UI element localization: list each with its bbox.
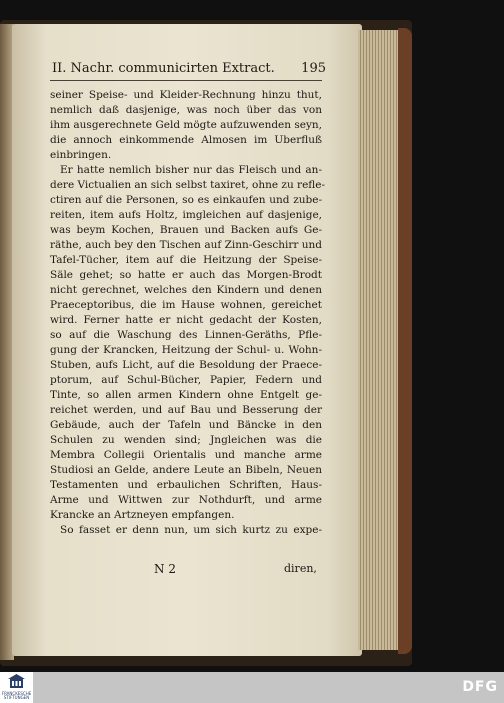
text-line: Praeceptoribus, die im Hause wohnen, gereichet (50, 299, 322, 311)
franckesche-stiftungen-logo-icon (0, 672, 33, 692)
text-line: die annoch einkommende Almosen im Uberfluß (50, 134, 322, 146)
text-line: einbringen. (50, 149, 112, 161)
catchword: diren, (284, 562, 317, 575)
text-line: Säle gehet; so hatte er auch das Morgen-Brodt (50, 269, 322, 281)
text-line: Arme und Wittwen zur Nothdurft, und arme (50, 494, 322, 506)
book-cover-edge (398, 28, 412, 654)
text-line: wird. Ferner hatte er nicht gedacht der Kosten, (50, 314, 322, 326)
signature-mark: N 2 (154, 562, 176, 576)
text-line: gung der Krancken, Heitzung der Schul- u. Wohn- (50, 344, 322, 356)
text-line: Gebäude, auch der Tafeln und Bäncke in den (50, 419, 322, 431)
text-line: So fasset er denn nun, um sich kurtz zu expe- (60, 524, 322, 536)
text-line: reiten, item aufs Holtz, imgleichen auf dasjenige, (50, 209, 322, 221)
text-line: nemlich daß dasjenige, was noch über das von (50, 104, 322, 116)
text-line: ctiren auf die Personen, so es einkaufen und zube- (50, 194, 322, 206)
text-line: dere Victualien an sich selbst taxiret, ohne zu refle- (50, 179, 326, 191)
text-line: Stuben, aufs Licht, auf die Besoldung der Praece- (50, 359, 322, 371)
text-line: reichet werden, und auf Bau und Besserung der (50, 404, 322, 416)
page-number: 195 (301, 61, 326, 76)
text-line: ihm ausgerechnete Geld mögte aufzuwenden seyn, (50, 119, 323, 131)
logo-text: FRANCKESCHE STIFTUNGEN (1, 691, 32, 700)
text-line: seiner Speise- und Kleider-Rechnung hinzu thut, (50, 89, 322, 101)
dfg-logo[interactable]: DFG (462, 679, 498, 695)
text-line: Krancke an Artzneyen empfangen. (50, 509, 235, 521)
text-line: nicht gerechnet, welches den Kindern und denen (50, 284, 322, 296)
text-line: Tinte, so allen armen Kindern ohne Entgelt ge- (50, 389, 322, 401)
header-rule (50, 80, 322, 81)
text-line: Membra Collegii Orientalis und manche arme (50, 449, 322, 461)
institution-logo[interactable] (0, 672, 33, 703)
text-line: Tafel-Tücher, item auf die Heitzung der Speise- (50, 254, 322, 266)
running-header (52, 61, 326, 79)
text-line: was beym Kochen, Brauen und Backen aufs Ge- (50, 224, 322, 236)
viewer-footer (0, 672, 504, 703)
text-line: Studiosi an Gelde, andere Leute an Bibeln, Neuen (50, 464, 322, 476)
header-title: II. Nachr. communicirten Extract. (52, 61, 275, 76)
text-line: Testamenten und erbaulichen Schriften, Haus- (50, 479, 322, 491)
text-line: so auf die Waschung des Linnen-Geräths, Pfle- (50, 329, 322, 341)
text-line: Schulen zu wenden sind; Jngleichen was die (50, 434, 322, 446)
text-line: Er hatte nemlich bisher nur das Fleisch und an- (60, 164, 322, 176)
text-line: räthe, auch bey den Tischen auf Zinn-Geschirr und (50, 239, 322, 251)
text-line: ptorum, auf Schul-Bücher, Papier, Federn und (50, 374, 322, 386)
